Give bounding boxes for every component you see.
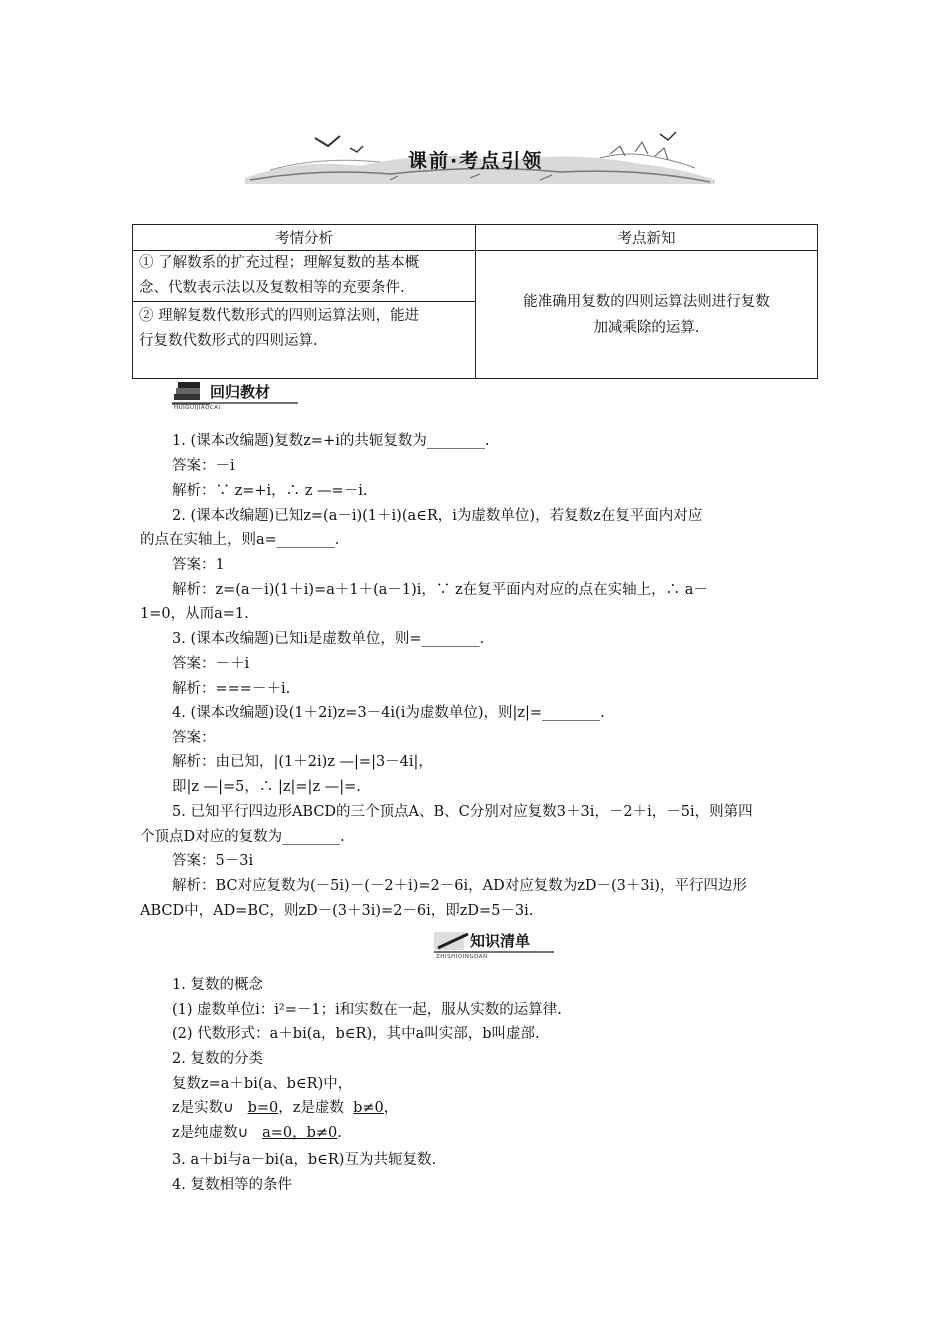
section-label-pinyin: HUIGUIJIAOCAI (174, 405, 221, 411)
section-label-text: 知识清单 (470, 932, 531, 950)
blank-answer: b≠0 (353, 1100, 384, 1116)
section-label-textbook (170, 378, 300, 412)
analysis-line: 即|z —|=5，∴ |z|=|z —|=. (172, 779, 361, 795)
blank-answer: a=0，b≠0 (262, 1125, 338, 1141)
knowledge-line: 复数z=a＋bi(a、b∈R)中， (172, 1076, 353, 1092)
question-line: 1. (课本改编题)复数z=+i的共轭复数为________. (172, 433, 490, 449)
table-cell: ① 了解数系的扩充过程；理解复数的基本概 念、代数表示法以及复数相等的充要条件. (133, 251, 476, 302)
blank-answer: b=0 (247, 1100, 279, 1116)
knowledge-line: 1. 复数的概念 (172, 977, 263, 993)
answer-line: 答案：－i (172, 458, 235, 474)
knowledge-line: 4. 复数相等的条件 (172, 1177, 292, 1193)
knowledge-line: (2) 代数形式：a＋bi(a，b∈R)，其中a叫实部，b叫虚部. (172, 1026, 540, 1042)
answer-line: 答案： (172, 730, 216, 746)
analysis-line: 解析：∵ z=+i，∴ z —=－i. (172, 483, 368, 499)
table-header: 考点新知 (476, 225, 818, 251)
knowledge-line: z是实数∪ b=0，z是虚数 b≠0， (172, 1100, 399, 1116)
knowledge-line: (1) 虚数单位i：i²=－1；i和实数在一起，服从实数的运算律. (172, 1002, 562, 1018)
table-header: 考情分析 (133, 225, 476, 251)
union-icon: ∪ (223, 1100, 234, 1116)
question-line: 3. (课本改编题)已知i是虚数单位，则=________. (172, 631, 485, 647)
section-label-pinyin: ZHISHIQINGDAN (436, 954, 488, 960)
question-line: 2. (课本改编题)已知z=(a－i)(1＋i)(a∈R，i为虚数单位)，若复数z在复平面内对应 (172, 508, 703, 524)
union-icon: ∪ (237, 1125, 249, 1141)
question-line: 4. (课本改编题)设(1＋2i)z=3－4i(i为虚数单位)，则|z|=________. (172, 705, 605, 721)
answer-line: 答案：1 (172, 557, 225, 573)
analysis-line: 解析：BC对应复数为(－5i)－(－2＋i)=2－6i，AD对应复数为zD－(3＋3i)，平行四边形 (172, 878, 747, 894)
question-line: 5. 已知平行四边形ABCD的三个顶点A、B、C分别对应复数3＋3i，－2＋i，－5i，则第四 (172, 804, 753, 820)
analysis-line: 解析：由已知，|(1＋2i)z —|=|3－4i|， (172, 754, 433, 770)
answer-line: 答案：－＋i (172, 656, 250, 672)
knowledge-line: 3. a＋bi与a－bi(a，b∈R)互为共轭复数. (172, 1152, 437, 1168)
section-banner (240, 128, 720, 188)
analysis-line: 1=0，从而a=1. (140, 606, 249, 622)
section-label-knowledge (432, 926, 556, 960)
analysis-line: ABCD中，AD=BC，则zD－(3＋3i)=2－6i，即zD=5－3i. (140, 903, 534, 919)
analysis-line: 解析：===－＋i. (172, 681, 291, 697)
section-label-text: 回归教材 (210, 383, 271, 401)
knowledge-line: 2. 复数的分类 (172, 1051, 263, 1067)
banner-title: 课前·考点引领 (408, 150, 544, 172)
question-line: 个顶点D对应的复数为________. (140, 829, 345, 845)
table-cell: 能准确用复数的四则运算法则进行复数 加减乘除的运算. (476, 251, 818, 379)
answer-line: 答案：5－3i (172, 853, 254, 869)
table-cell: ② 理解复数代数形式的四则运算法则，能进 行复数代数形式的四则运算. (133, 302, 476, 379)
question-line: 的点在实轴上，则a=________. (140, 532, 340, 548)
analysis-table (132, 224, 818, 379)
knowledge-line: z是纯虚数∪ a=0，b≠0. (172, 1125, 342, 1141)
analysis-line: 解析：z=(a－i)(1＋i)=a＋1＋(a－1)i，∵ z在复平面内对应的点在实轴上，∴ a－ (172, 582, 708, 598)
